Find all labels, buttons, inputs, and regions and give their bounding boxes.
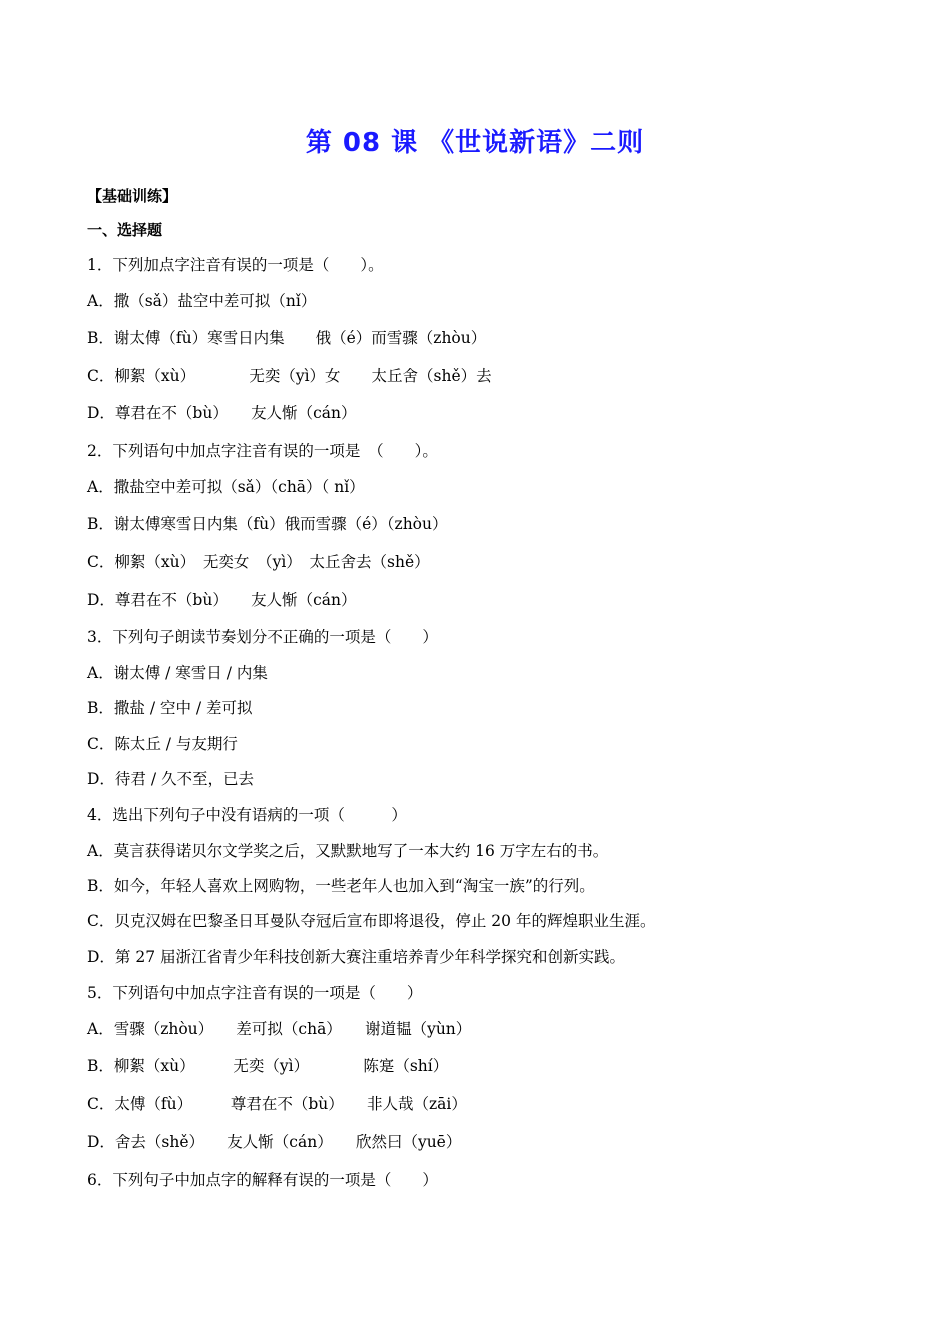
- question-1-option-b: B．谢太傅（fù）寒雪日内集 俄（é）而雪骤（zhòu）: [87, 329, 487, 347]
- question-6-stem: 6．下列句子中加点字的解释有误的一项是（ ）: [87, 1171, 438, 1189]
- question-1-option-c: C．柳絮（xù） 无奕（yì）女 太丘舍（shě）去: [87, 367, 492, 385]
- question-2-option-a: A．撒盐空中差可拟（sǎ）（chā）（ nǐ）: [87, 478, 365, 496]
- question-2-option-d: D．尊君在不（bù） 友人惭（cán）: [87, 591, 357, 609]
- question-1-option-d: D．尊君在不（bù） 友人惭（cán）: [87, 404, 357, 422]
- question-2-stem: 2．下列语句中加点字注音有误的一项是 （ ）。: [87, 442, 438, 460]
- question-2-option-b: B．谢太傅寒雪日内集（fù）俄而雪骤（é）（zhòu）: [87, 515, 448, 533]
- question-4-option-a: A．莫言获得诺贝尔文学奖之后，又默默地写了一本大约 16 万字左右的书。: [87, 842, 609, 860]
- question-1-stem: 1．下列加点字注音有误的一项是（ ）。: [87, 256, 384, 274]
- section-header: 【基础训练】: [87, 187, 178, 205]
- question-5-option-b: B．柳絮（xù） 无奕（yì） 陈寔（shí）: [87, 1057, 449, 1075]
- question-5-option-c: C．太傅（fù） 尊君在不（bù） 非人哉（zāi）: [87, 1095, 467, 1113]
- question-3-option-b: B．撒盐 / 空中 / 差可拟: [87, 699, 253, 717]
- question-3-option-d: D．待君 / 久不至，已去: [87, 770, 255, 788]
- question-4-stem: 4．选出下列句子中没有语病的一项（ ）: [87, 806, 407, 824]
- question-4-option-b: B．如今，年轻人喜欢上网购物，一些老年人也加入到“淘宝一族”的行列。: [87, 877, 595, 895]
- page-title: 第 08 课 《世说新语》二则: [305, 128, 645, 158]
- question-3-option-a: A．谢太傅 / 寒雪日 / 内集: [87, 664, 268, 682]
- question-3-stem: 3．下列句子朗读节奏划分不正确的一项是（ ）: [87, 628, 438, 646]
- question-5-stem: 5．下列语句中加点字注音有误的一项是（ ）: [87, 984, 423, 1002]
- question-5-option-a: A．雪骤（zhòu） 差可拟（chā） 谢道韫（yùn）: [87, 1020, 472, 1038]
- question-3-option-c: C．陈太丘 / 与友期行: [87, 735, 238, 753]
- question-5-option-d: D．舍去（shě） 友人惭（cán） 欣然曰（yuē）: [87, 1133, 462, 1151]
- question-4-option-c: C．贝克汉姆在巴黎圣日耳曼队夺冠后宣布即将退役，停止 20 年的辉煌职业生涯。: [87, 912, 656, 930]
- question-2-option-c: C．柳絮（xù） 无奕女 （yì） 太丘舍去（shě）: [87, 553, 430, 571]
- question-4-option-d: D．第 27 届浙江省青少年科技创新大赛注重培养青少年科学探究和创新实践。: [87, 948, 626, 966]
- part-heading: 一、选择题: [87, 221, 163, 239]
- question-1-option-a: A．撒（sǎ）盐空中差可拟（nǐ）: [87, 292, 317, 310]
